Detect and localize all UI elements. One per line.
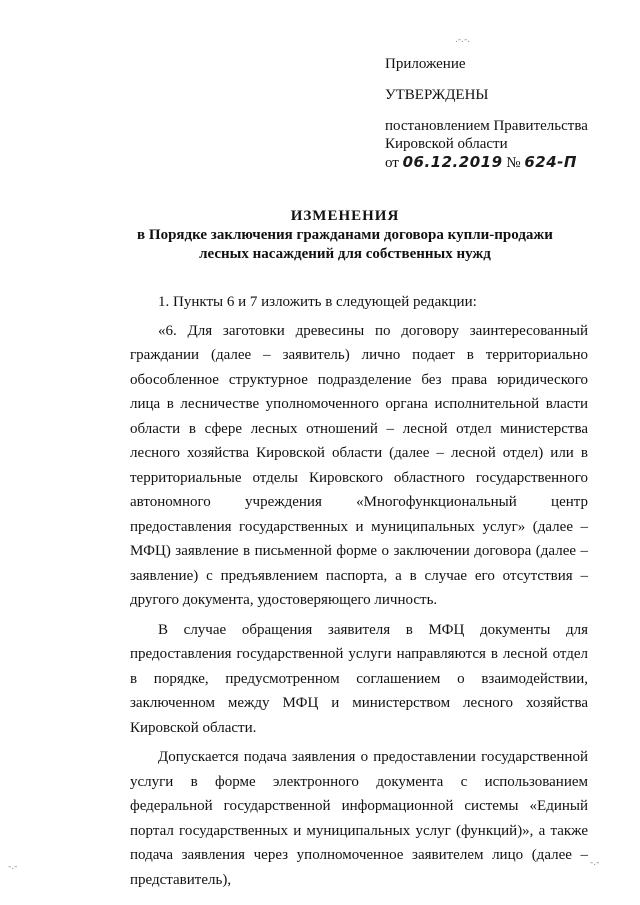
handwritten-number: 624-П [524, 153, 577, 171]
scan-mark: -.- [590, 858, 600, 868]
decree-date-line [385, 153, 625, 172]
scan-mark: -.- [8, 862, 18, 872]
document-heading [110, 207, 580, 264]
heading-subtitle-line-1: в Порядке заключения гражданами договора купли-продажи [137, 227, 553, 243]
approved-label: УТВЕРЖДЕНЫ [385, 87, 489, 103]
handwritten-date: 06.12.2019 [402, 153, 503, 171]
heading-subtitle-line-2: лесных насаждений для собственных нужд [199, 246, 491, 262]
scan-mark: .-.-. [455, 35, 471, 45]
item-1: 1. Пункты 6 и 7 изложить в следующей редакции: [158, 294, 477, 310]
paragraph-electronic: Допускается подача заявления о предоставлении государственной услуги в форме электронного документа с использованием федеральной государственной информационной системы «Единый портал государственных и муниципальных услуг (функций)», а также подача заявления через уполномоченное заявителем лицо (далее – представитель), [130, 749, 588, 888]
date-prefix: от [385, 155, 399, 171]
document-body [130, 290, 588, 892]
decree-line-1: постановлением Правительства [385, 118, 588, 134]
paragraph-mfc: В случае обращения заявителя в МФЦ документы для предоставления государственной услуги направляются в лесной отдел в порядке, предусмотренном соглашением о взаимодействии, заключенном между МФЦ и министерством лесного хозяйства Кировской области. [130, 621, 588, 736]
heading-title: ИЗМЕНЕНИЯ [290, 208, 400, 224]
paragraph-6: «6. Для заготовки древесины по договору заинтересованный граждании (далее – заявитель) лично подает в территориально обособленное структурное подразделение без права юридического лица в лесничестве уполномоченного органа исполнительной власти области в сфере лесных отношений – лесной отдел министерства лесного хозяйства Кировской области (далее – лесной отдел) или в территориальные отделы Кировского областного государственного автономного учреждения «Многофункциональный центр предоставления государственных и муниципальных услуг» (далее – МФЦ) заявление в письменной форме о заключении договора (далее – заявление) с предъявлением паспорта, а в случае его отсутствия – другого документа, удостоверяющего личность. [130, 322, 588, 608]
number-sign: № [506, 155, 521, 171]
decree-line-2: Кировской области [385, 136, 508, 152]
appendix-label: Приложение [385, 56, 466, 72]
approval-block [385, 55, 625, 172]
